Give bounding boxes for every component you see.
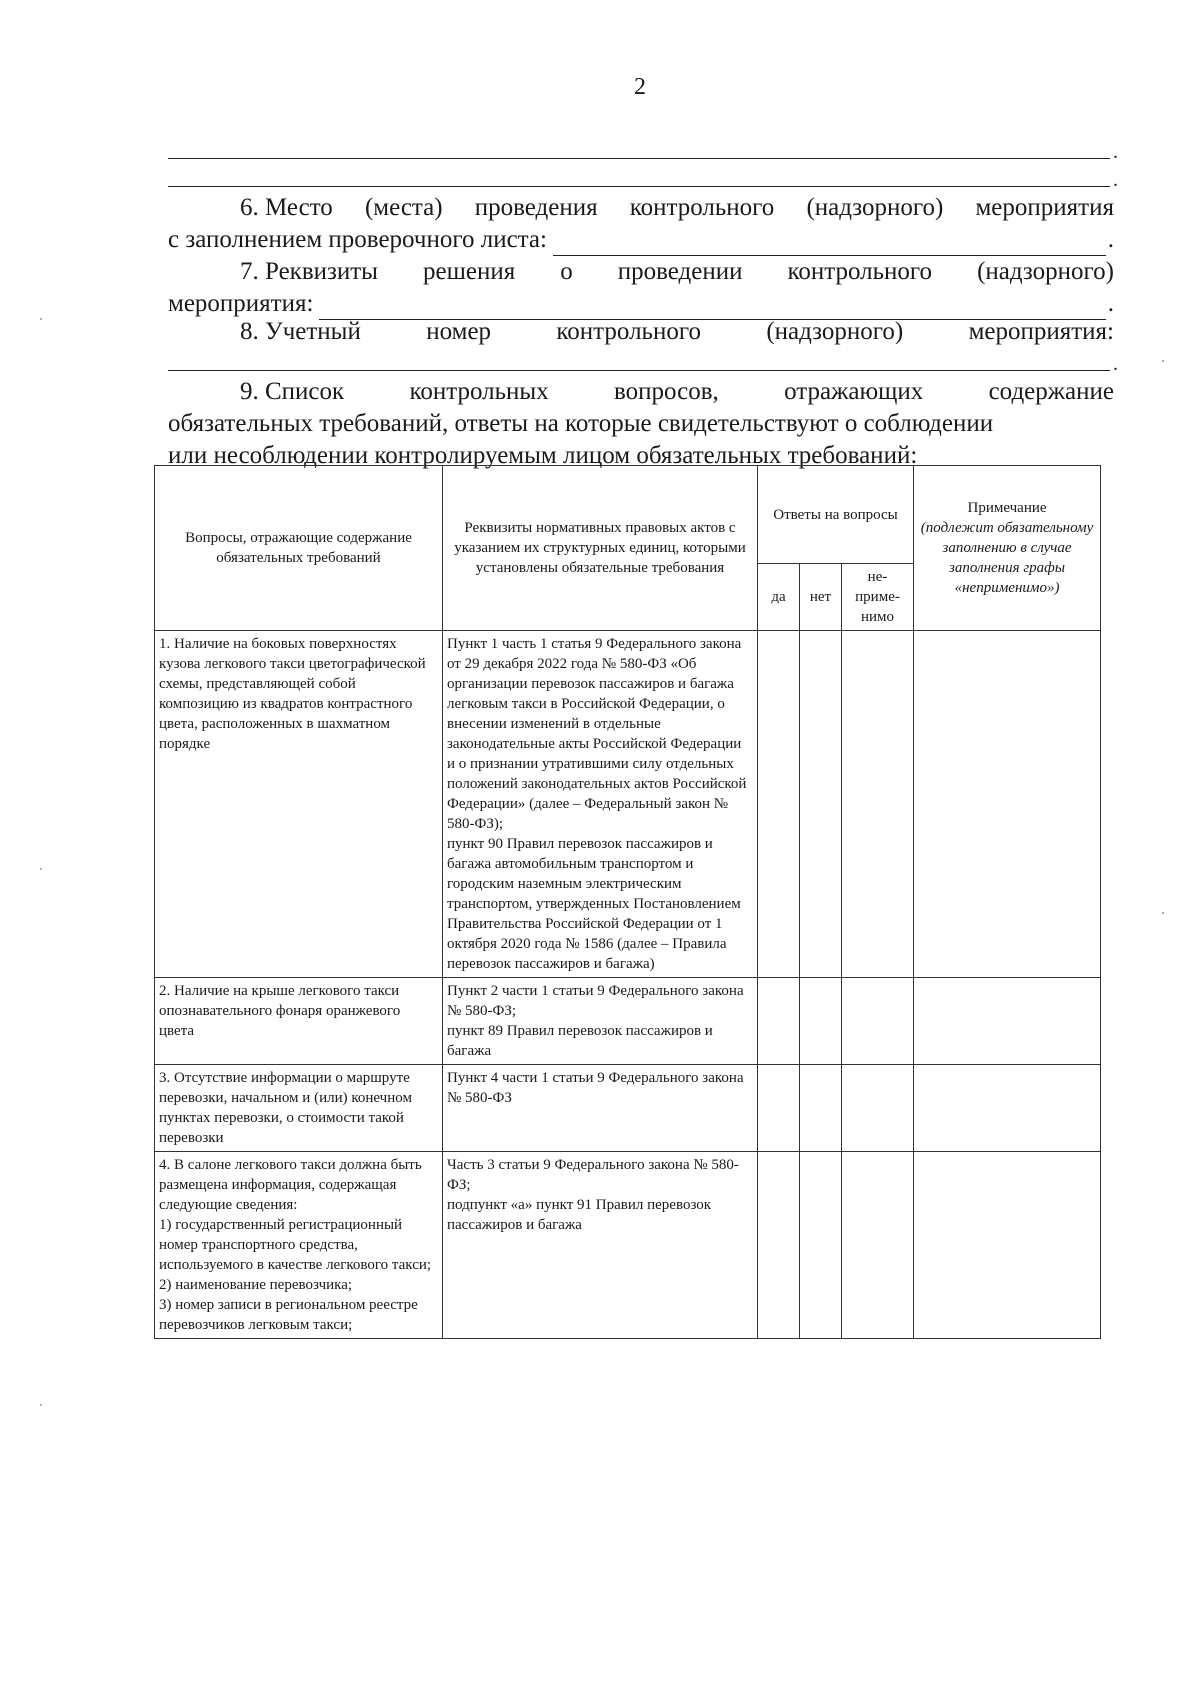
fill-in-blank: [553, 231, 1106, 256]
header-answers: Ответы на вопросы: [758, 466, 914, 564]
item-7-line-1: 7. Реквизиты решения о проведении контрольного (надзорного): [240, 258, 1114, 285]
header-not-applicable: не- приме- нимо: [842, 564, 914, 631]
header-requisites: Реквизиты нормативных правовых актов с указанием их структурных единиц, которыми установлены обязательные требования: [443, 466, 758, 631]
requisites-cell: Часть 3 статьи 9 Федерального закона № 580-ФЗ; подпункт «а» пункт 91 Правил перевозок пассажиров и багажа: [443, 1152, 758, 1339]
blank-line-item-8: [168, 353, 1118, 375]
header-yes: да: [758, 564, 800, 631]
answer-na-cell[interactable]: [842, 978, 914, 1065]
scan-speck: [40, 318, 42, 320]
item-6-line-2: с заполнением проверочного листа: .: [168, 224, 1114, 256]
table-row: [155, 1152, 1101, 1339]
note-cell[interactable]: [914, 1152, 1101, 1339]
scan-speck: [1162, 912, 1164, 914]
question-cell: 1. Наличие на боковых поверхностях кузова легкового такси цветографической схемы, представляющей собой композицию из квадратов контрастного цвета, расположенных в шахматном порядке: [155, 631, 443, 978]
item-8-line-1: 8. Учетный номер контрольного (надзорного) мероприятия:: [240, 318, 1114, 345]
blank-line-2: [168, 169, 1118, 191]
item-9-line-1: 9. Список контрольных вопросов, отражающих содержание: [240, 378, 1114, 405]
line-end-period: .: [1113, 353, 1118, 375]
table-row: [155, 631, 1101, 978]
scan-speck: [40, 868, 42, 870]
requisites-cell: Пункт 2 части 1 статьи 9 Федерального закона № 580-ФЗ; пункт 89 Правил перевозок пассажиров и багажа: [443, 978, 758, 1065]
table-row: [155, 978, 1101, 1065]
blank-line-1: [168, 141, 1118, 163]
checklist-table: [154, 465, 1101, 1339]
scan-speck: [1162, 360, 1164, 362]
item-6: [168, 192, 1114, 256]
question-cell: 4. В салоне легкового такси должна быть размещена информация, содержащая следующие сведения: 1) государственный регистрационный номер транспортного средства, используемого в качестве легкового такси; 2) наименование перевозчика; 3) номер записи в региональном реестре перевозчиков легковым такси;: [155, 1152, 443, 1339]
item-6-line-1: 6. Место (места) проведения контрольного (надзорного) мероприятия: [240, 194, 1114, 221]
answer-no-cell[interactable]: [800, 631, 842, 978]
header-no: нет: [800, 564, 842, 631]
answer-no-cell[interactable]: [800, 978, 842, 1065]
item-7: [168, 256, 1114, 320]
answer-yes-cell[interactable]: [758, 631, 800, 978]
requisites-cell: Пункт 4 части 1 статьи 9 Федерального закона № 580-ФЗ: [443, 1065, 758, 1152]
header-note-title: Примечание: [967, 500, 1047, 516]
note-cell[interactable]: [914, 978, 1101, 1065]
answer-na-cell[interactable]: [842, 1152, 914, 1339]
line-end-period: .: [1113, 169, 1118, 191]
item-9-line-3: или несоблюдении контролируемым лицом обязательных требований:: [168, 442, 918, 469]
table-row: [155, 1065, 1101, 1152]
note-cell[interactable]: [914, 631, 1101, 978]
line-end-period: .: [1113, 141, 1118, 163]
answer-na-cell[interactable]: [842, 1065, 914, 1152]
header-questions: Вопросы, отражающие содержание обязательных требований: [155, 466, 443, 631]
scan-speck: [40, 1404, 42, 1406]
answer-yes-cell[interactable]: [758, 978, 800, 1065]
page-number: 2: [634, 74, 646, 100]
answer-no-cell[interactable]: [800, 1065, 842, 1152]
header-note-italic: (подлежит обязательному заполнению в случае заполнения графы «неприменимо»): [920, 520, 1094, 596]
answer-na-cell[interactable]: [842, 631, 914, 978]
question-cell: 2. Наличие на крыше легкового такси опознавательного фонаря оранжевого цвета: [155, 978, 443, 1065]
item-9-line-2: обязательных требований, ответы на которые свидетельствуют о соблюдении: [168, 410, 994, 437]
item-9: [168, 376, 1114, 472]
answer-yes-cell[interactable]: [758, 1065, 800, 1152]
question-cell: 3. Отсутствие информации о маршруте перевозки, начальном и (или) конечном пунктах перевозки, о стоимости такой перевозки: [155, 1065, 443, 1152]
answer-yes-cell[interactable]: [758, 1152, 800, 1339]
answer-no-cell[interactable]: [800, 1152, 842, 1339]
note-cell[interactable]: [914, 1065, 1101, 1152]
item-7-line-2: мероприятия: .: [168, 288, 1114, 320]
requisites-cell: Пункт 1 часть 1 статья 9 Федерального закона от 29 декабря 2022 года № 580-ФЗ «Об организации перевозок пассажиров и багажа легковым такси в Российской Федерации, о внесении изменений в отдельные законодательные акты Российской Федерации и о признании утратившими силу отдельных положений законодательных актов Российской Федерации» (далее – Федеральный закон № 580-ФЗ); пункт 90 Правил перевозок пассажиров и багажа автомобильным транспортом и городским наземным электрическим транспортом, утвержденных Постановлением Правительства Российской Федерации от 1 октября 2020 года № 1586 (далее – Правила перевозок пассажиров и багажа): [443, 631, 758, 978]
item-8: [168, 316, 1114, 348]
header-note: [914, 466, 1101, 631]
